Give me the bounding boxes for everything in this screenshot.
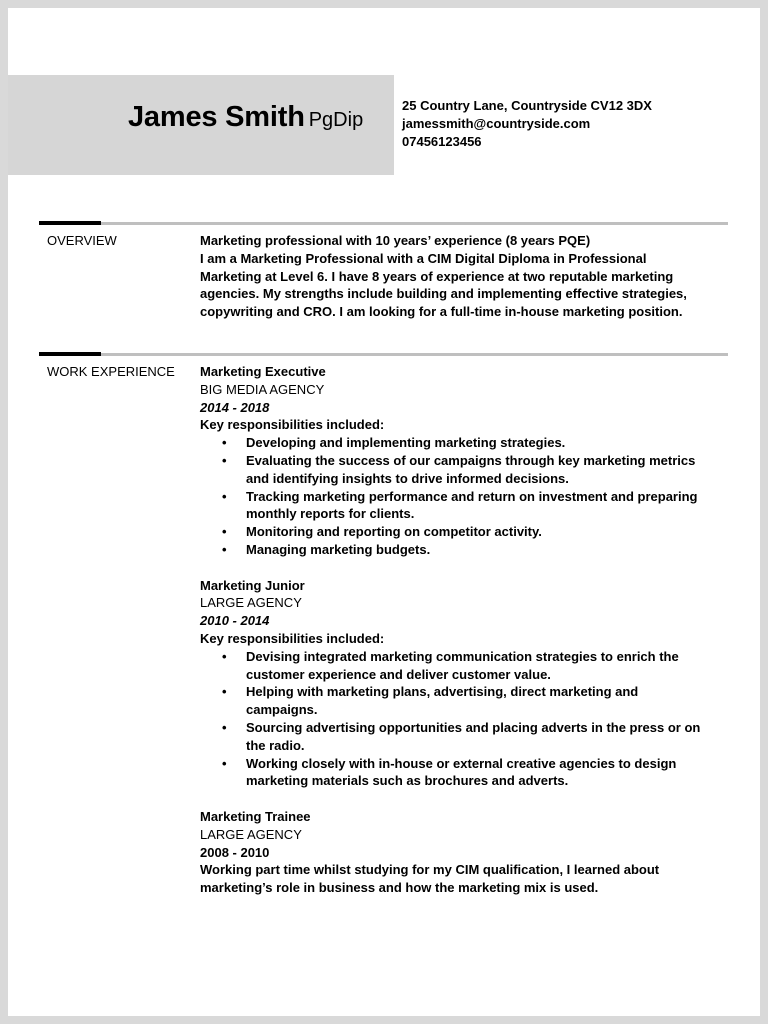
name-heading [128,101,363,134]
work-experience-section [200,363,730,915]
divider-accent [39,221,101,225]
job-dates: 2008 - 2010 [200,844,270,860]
duty-line: the radio. [246,737,305,753]
bullet-icon: • [222,755,227,771]
responsibilities-intro: Key responsibilities included: [200,417,385,433]
job-entry [200,363,730,559]
overview-line: I am a Marketing Professional with a CIM Digital Diploma in Professional [200,250,647,266]
duty-line: Managing marketing budgets. [246,541,431,557]
job-title: Marketing Junior [200,577,305,593]
overview-line: agencies. My strengths include building and implementing effective strategies, [200,286,687,302]
company-name: BIG MEDIA AGENCY [200,381,325,397]
job-title: Marketing Trainee [200,808,311,824]
duty-line: marketing materials such as brochures and adverts. [246,773,569,789]
bullet-icon: • [222,684,227,700]
bullet-icon: • [222,435,227,451]
phone: 07456123456 [402,134,482,149]
duty-line: Developing and implementing marketing strategies. [246,435,566,451]
list-item [200,648,730,684]
overview-line: copywriting and CRO. I am looking for a full-time in-house marketing position. [200,304,683,320]
overview-divider [39,222,728,225]
duty-line: Working closely with in-house or external creative agencies to design [246,755,677,771]
overview-section [200,232,725,321]
job-title: Marketing Executive [200,364,326,379]
resume-page [8,8,760,1016]
duty-line: Helping with marketing plans, advertising, direct marketing and [246,684,639,700]
duty-line: and identifying insights to drive informed decisions. [246,470,569,486]
list-item [200,541,730,559]
job-dates: 2010 - 2014 [200,613,270,629]
job-entry [200,808,730,897]
duty-line: Evaluating the success of our campaigns through key marketing metrics [246,452,696,468]
contact-details [402,97,652,151]
responsibilities-list [200,434,730,559]
list-item [200,488,730,524]
duty-line: Monitoring and reporting on competitor activity. [246,524,542,540]
candidate-name: James Smith [128,101,305,133]
overview-headline: Marketing professional with 10 years’ experience (8 years PQE) [200,233,591,248]
job-summary-line: marketing’s role in business and how the marketing mix is used. [200,880,599,896]
overview-line: Marketing at Level 6. I have 8 years of experience at two reputable marketing [200,268,674,284]
job-summary-line: Working part time whilst studying for my CIM qualification, I learned about [200,862,660,878]
company-name: LARGE AGENCY [200,595,302,611]
divider-accent [39,352,101,356]
list-item [200,719,730,755]
post-nominal-letters: PgDip [308,109,364,131]
address: 25 Country Lane, Countryside CV12 3DX [402,98,652,113]
list-item [200,523,730,541]
bullet-icon: • [222,719,227,735]
company-name: LARGE AGENCY [200,826,302,842]
duty-line: campaigns. [246,702,318,718]
work-experience-label: WORK EXPERIENCE [47,364,175,379]
responsibilities-intro: Key responsibilities included: [200,630,385,646]
duty-line: Sourcing advertising opportunities and placing adverts in the press or on [246,719,701,735]
list-item [200,755,730,791]
duty-line: Devising integrated marketing communication strategies to enrich the [246,648,679,664]
bullet-icon: • [222,648,227,664]
list-item [200,683,730,719]
list-item [200,452,730,488]
duty-line: customer experience and deliver customer value. [246,666,551,682]
bullet-icon: • [222,541,227,557]
bullet-icon: • [222,452,227,468]
responsibilities-list [200,648,730,790]
email: jamessmith@countryside.com [402,116,591,131]
duty-line: monthly reports for clients. [246,506,415,522]
job-entry [200,577,730,791]
bullet-icon: • [222,488,227,504]
list-item [200,434,730,452]
bullet-icon: • [222,524,227,540]
overview-label: OVERVIEW [47,233,117,248]
work-experience-divider [39,353,728,356]
duty-line: Tracking marketing performance and return on investment and preparing [246,488,698,504]
job-dates: 2014 - 2018 [200,399,270,415]
